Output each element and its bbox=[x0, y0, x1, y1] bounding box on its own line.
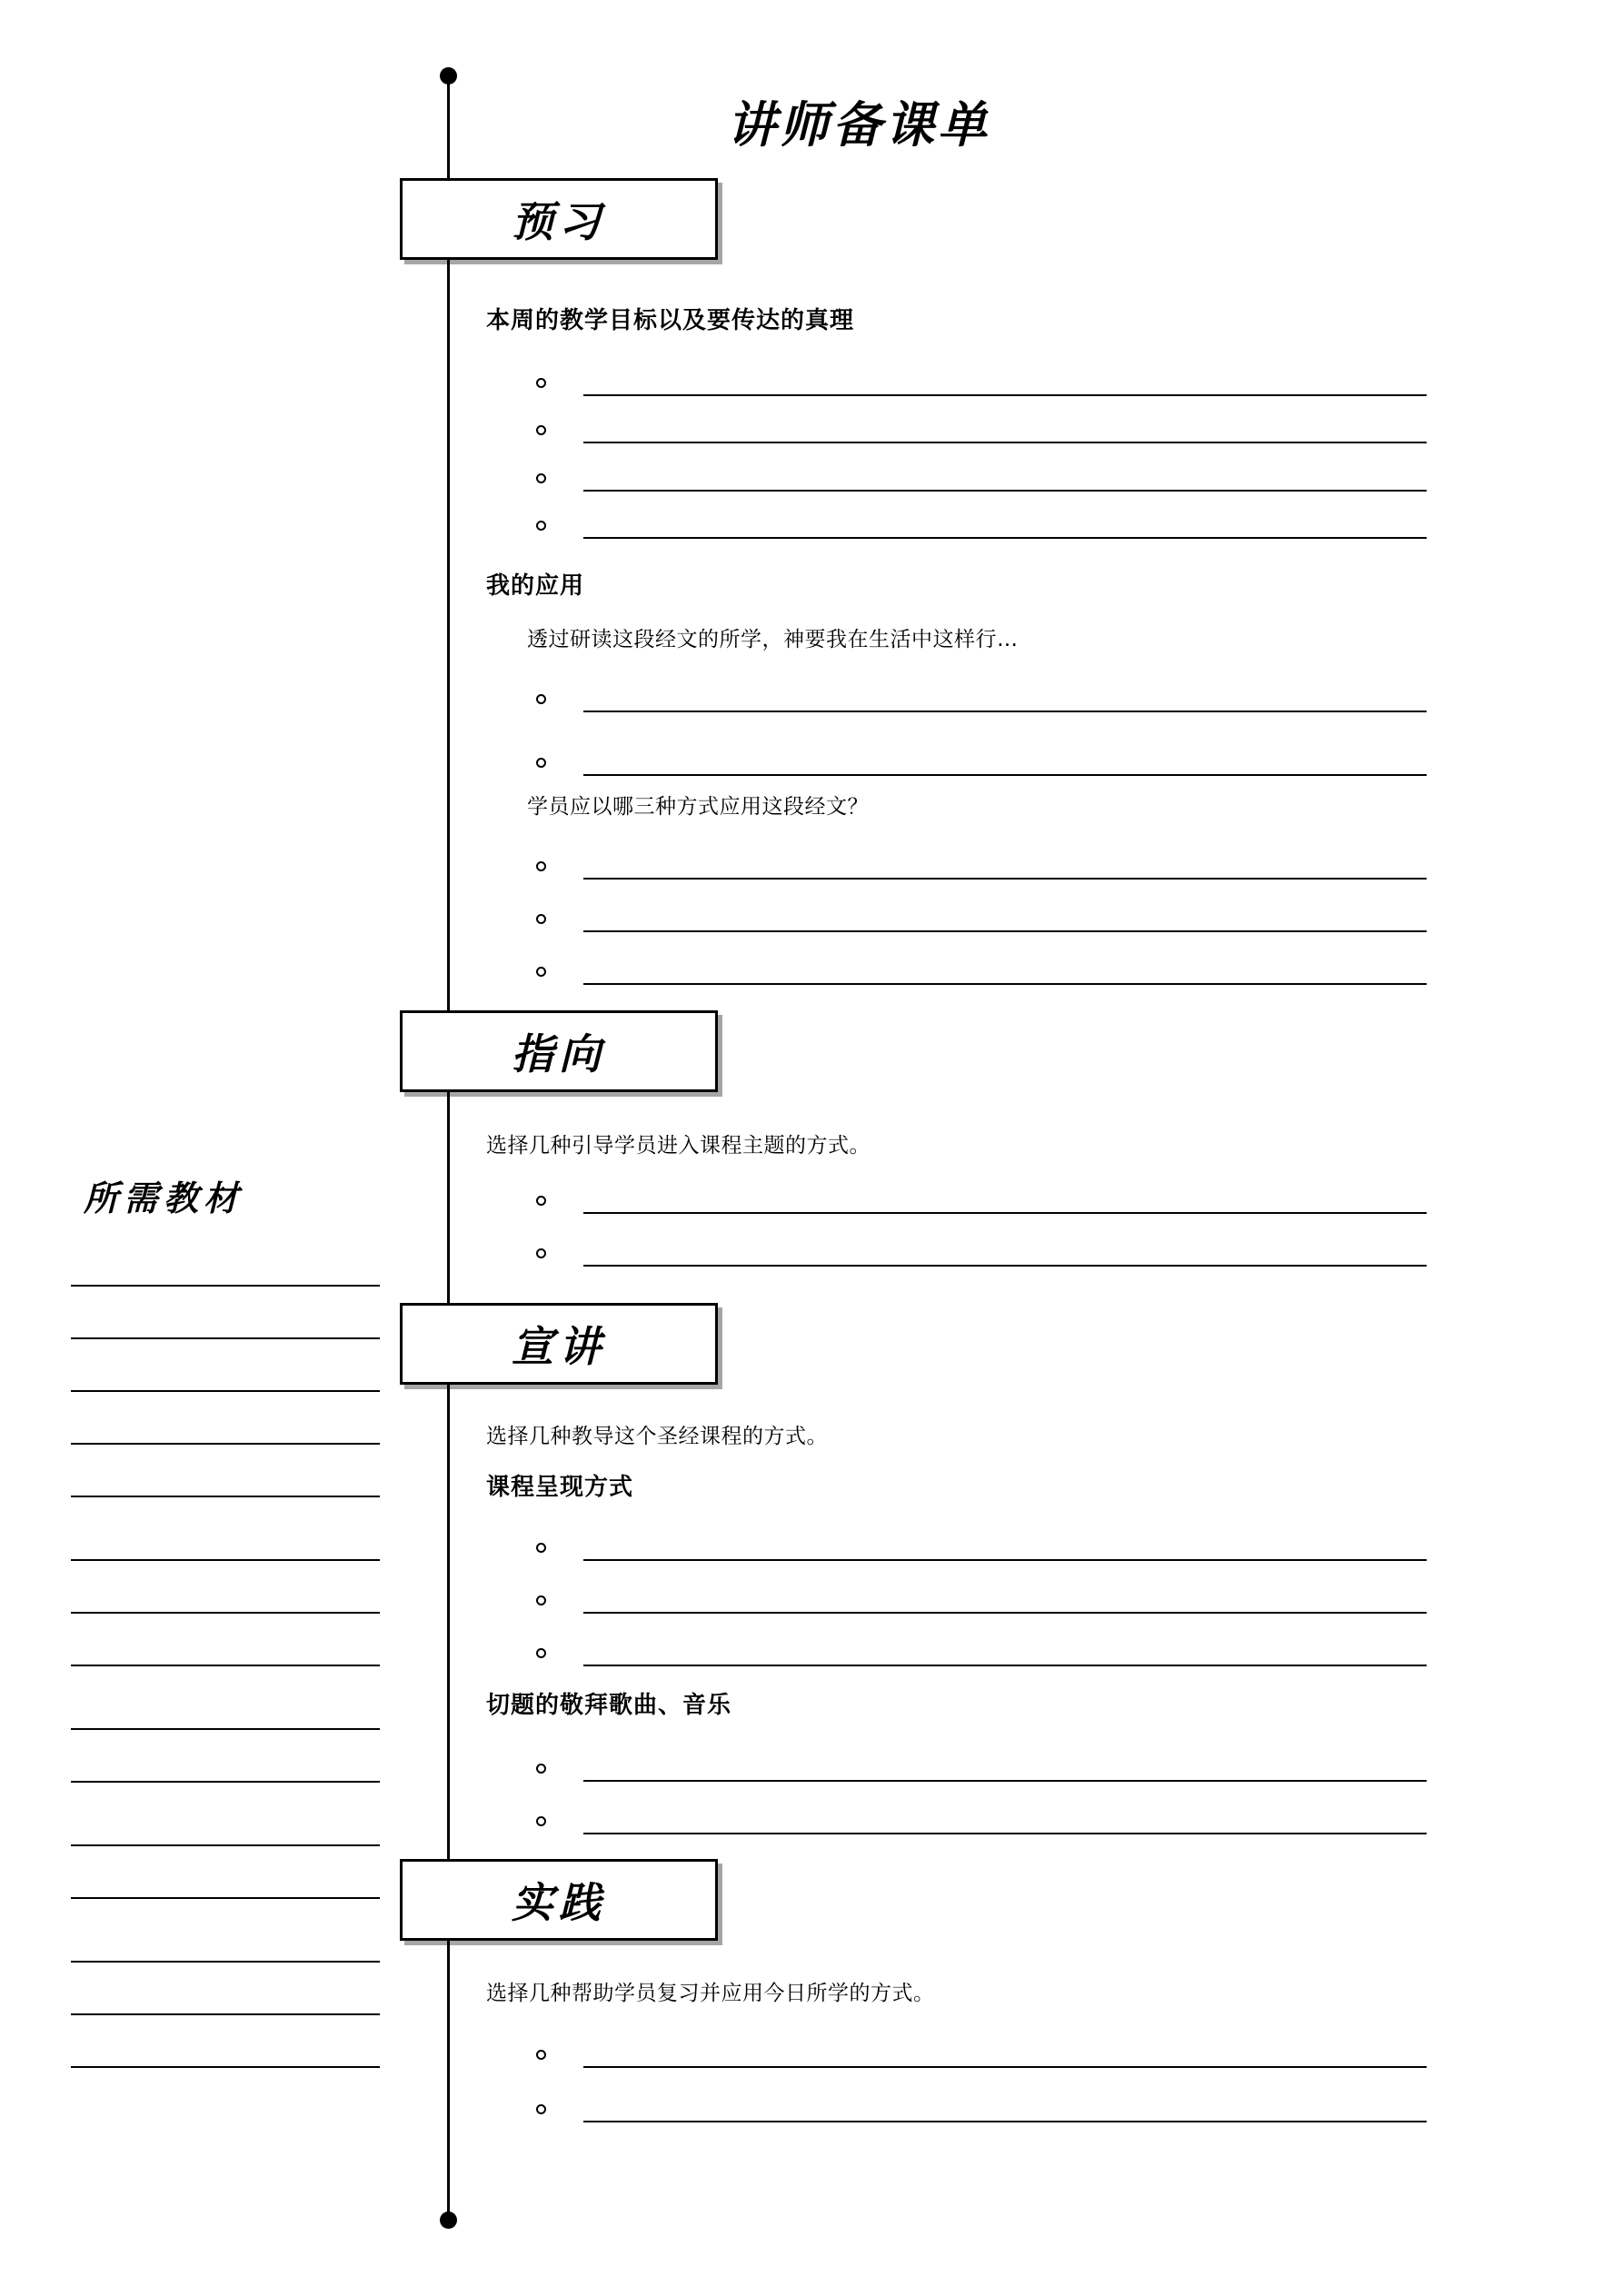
bullet-circle-icon bbox=[536, 967, 546, 977]
write-line[interactable] bbox=[583, 490, 1427, 492]
write-line[interactable] bbox=[583, 930, 1427, 932]
practice-blank-1[interactable] bbox=[536, 2035, 1427, 2082]
preview-application-blank-1[interactable] bbox=[536, 680, 1427, 727]
bullet-circle-icon bbox=[536, 861, 546, 871]
section-label-pointing: 指向 bbox=[512, 1029, 606, 1078]
proclaim-presentation-heading: 课程呈现方式 bbox=[486, 1474, 634, 1501]
write-line[interactable] bbox=[583, 878, 1427, 880]
bullet-circle-icon bbox=[536, 1543, 546, 1553]
proclaim-presentation-blank-1[interactable] bbox=[536, 1528, 1427, 1575]
practice-blank-2[interactable] bbox=[536, 2090, 1427, 2137]
section-label-preview: 预习 bbox=[512, 197, 606, 246]
spine-dot-top bbox=[440, 67, 457, 84]
proclaim-music-blank-1[interactable] bbox=[536, 1749, 1427, 1796]
preview-application-blank-2[interactable] bbox=[536, 743, 1427, 790]
bullet-circle-icon bbox=[536, 1816, 546, 1826]
bullet-circle-icon bbox=[536, 758, 546, 768]
write-line[interactable] bbox=[583, 774, 1427, 776]
preview-three-ways-blank-2[interactable] bbox=[536, 900, 1427, 947]
materials-line[interactable] bbox=[71, 1337, 380, 1339]
pointing-instruction: 选择几种引导学员进入课程主题的方式。 bbox=[486, 1134, 871, 1158]
write-line[interactable] bbox=[583, 394, 1427, 396]
section-label-proclaim: 宣讲 bbox=[512, 1322, 606, 1371]
bullet-circle-icon bbox=[536, 425, 546, 435]
bullet-circle-icon bbox=[536, 378, 546, 388]
preview-three-ways-question: 学员应以哪三种方式应用这段经文？ bbox=[527, 795, 869, 819]
preview-goal-blank-4[interactable] bbox=[536, 506, 1427, 553]
preview-goal-heading: 本周的教学目标以及要传达的真理 bbox=[486, 307, 855, 334]
write-line[interactable] bbox=[583, 1559, 1427, 1561]
bullet-circle-icon bbox=[536, 1764, 546, 1774]
bullet-circle-icon bbox=[536, 2050, 546, 2060]
write-line[interactable] bbox=[583, 1780, 1427, 1782]
section-header-practice bbox=[400, 1859, 718, 1941]
practice-instruction: 选择几种帮助学员复习并应用今日所学的方式。 bbox=[486, 1982, 935, 2005]
write-line[interactable] bbox=[583, 2066, 1427, 2068]
bullet-circle-icon bbox=[536, 473, 546, 483]
section-header-pointing bbox=[400, 1010, 718, 1092]
materials-line[interactable] bbox=[71, 1496, 380, 1497]
bullet-circle-icon bbox=[536, 1248, 546, 1258]
materials-line[interactable] bbox=[71, 1728, 380, 1730]
write-line[interactable] bbox=[583, 442, 1427, 443]
write-line[interactable] bbox=[583, 1212, 1427, 1214]
write-line[interactable] bbox=[583, 983, 1427, 985]
write-line[interactable] bbox=[583, 2121, 1427, 2122]
pointing-blank-1[interactable] bbox=[536, 1181, 1427, 1228]
bullet-circle-icon bbox=[536, 914, 546, 924]
materials-line[interactable] bbox=[71, 1897, 380, 1899]
preview-three-ways-blank-1[interactable] bbox=[536, 847, 1427, 894]
section-label-practice: 实践 bbox=[512, 1878, 606, 1927]
preview-application-note: 透过研读这段经文的所学，神要我在生活中这样行… bbox=[527, 628, 1019, 651]
materials-line[interactable] bbox=[71, 1390, 380, 1392]
materials-line[interactable] bbox=[71, 1665, 380, 1666]
bullet-circle-icon bbox=[536, 1648, 546, 1658]
write-line[interactable] bbox=[583, 1265, 1427, 1267]
write-line[interactable] bbox=[583, 1612, 1427, 1614]
proclaim-presentation-blank-2[interactable] bbox=[536, 1581, 1427, 1628]
bullet-circle-icon bbox=[536, 694, 546, 704]
preview-three-ways-blank-3[interactable] bbox=[536, 952, 1427, 999]
page-title: 讲师备课单 bbox=[727, 95, 990, 154]
bullet-circle-icon bbox=[536, 2104, 546, 2114]
section-header-proclaim bbox=[400, 1303, 718, 1385]
proclaim-presentation-blank-3[interactable] bbox=[536, 1634, 1427, 1681]
materials-line[interactable] bbox=[71, 1961, 380, 1963]
pointing-blank-2[interactable] bbox=[536, 1234, 1427, 1281]
materials-line[interactable] bbox=[71, 1559, 380, 1561]
bullet-circle-icon bbox=[536, 1196, 546, 1206]
bullet-circle-icon bbox=[536, 1595, 546, 1605]
proclaim-instruction: 选择几种教导这个圣经课程的方式。 bbox=[486, 1425, 828, 1448]
materials-title: 所需教材 bbox=[84, 1178, 244, 1218]
write-line[interactable] bbox=[583, 1833, 1427, 1834]
materials-line[interactable] bbox=[71, 2013, 380, 2015]
spine-dot-bottom bbox=[440, 2212, 457, 2229]
materials-line[interactable] bbox=[71, 1844, 380, 1846]
write-line[interactable] bbox=[583, 537, 1427, 539]
proclaim-music-blank-2[interactable] bbox=[536, 1802, 1427, 1849]
preview-goal-blank-1[interactable] bbox=[536, 363, 1427, 411]
write-line[interactable] bbox=[583, 1665, 1427, 1666]
write-line[interactable] bbox=[583, 711, 1427, 712]
materials-line[interactable] bbox=[71, 1781, 380, 1783]
section-header-preview bbox=[400, 178, 718, 260]
preview-goal-blank-2[interactable] bbox=[536, 411, 1427, 458]
bullet-circle-icon bbox=[536, 521, 546, 531]
materials-line[interactable] bbox=[71, 1285, 380, 1287]
proclaim-music-heading: 切题的敬拜歌曲、音乐 bbox=[486, 1692, 732, 1719]
materials-line[interactable] bbox=[71, 2066, 380, 2068]
preview-goal-blank-3[interactable] bbox=[536, 459, 1427, 506]
materials-line[interactable] bbox=[71, 1612, 380, 1614]
preview-application-heading: 我的应用 bbox=[486, 572, 585, 600]
materials-line[interactable] bbox=[71, 1443, 380, 1445]
